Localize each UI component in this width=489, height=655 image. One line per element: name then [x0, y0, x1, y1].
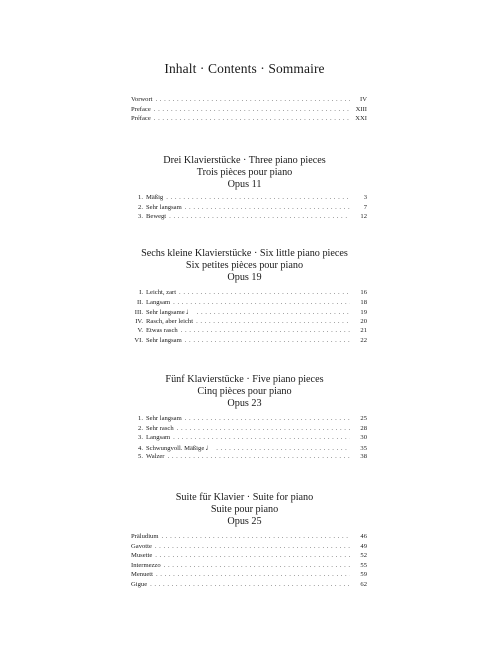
entry-title: Vorwort — [131, 96, 153, 103]
entry-number: III. — [134, 309, 143, 317]
front-matter-list — [131, 95, 367, 124]
toc-list-op23 — [131, 414, 367, 462]
entry-title: Musette — [131, 552, 153, 560]
entry-title: Sehr rasch — [146, 424, 174, 432]
entry-page: 25 — [360, 415, 367, 422]
dot-leader — [155, 542, 350, 552]
section-heading-op23 — [0, 374, 489, 410]
entry-page: 28 — [360, 424, 367, 432]
entry-number: 5. — [138, 453, 143, 461]
section-title: Suite für Klavier · Suite for piano — [175, 492, 314, 503]
entry-title: Preface — [131, 105, 151, 113]
section-subtitle: Cinq pièces pour piano — [197, 386, 292, 397]
entry-page: 7 — [363, 203, 367, 211]
dot-leader — [179, 288, 350, 298]
toc-entry[interactable] — [131, 298, 367, 308]
entry-number: IV. — [135, 317, 143, 325]
entry-number: 2. — [138, 203, 143, 211]
dot-leader — [155, 551, 350, 561]
entry-title: Mäßig — [146, 194, 164, 201]
section-opus: Opus 19 — [227, 272, 262, 283]
entry-page: 30 — [360, 434, 367, 442]
dot-leader — [173, 433, 350, 443]
entry-page: IV — [360, 96, 367, 103]
section-title: Fünf Klavierstücke · Five piano pieces — [165, 374, 324, 385]
entry-title: Walzer — [146, 453, 165, 461]
section-heading-op11 — [0, 155, 489, 191]
page-title: Inhalt · Contents · Sommaire — [164, 61, 325, 76]
entry-page: 49 — [360, 542, 367, 550]
entry-title: Bewegt — [146, 213, 167, 221]
section-heading-op25 — [0, 492, 489, 528]
toc-entry[interactable] — [131, 561, 367, 571]
toc-entry[interactable] — [131, 95, 367, 105]
quarter-note-icon: ♩ — [185, 307, 194, 317]
entry-number: 3. — [138, 434, 143, 442]
dot-leader — [185, 336, 350, 346]
toc-entry[interactable] — [131, 551, 367, 561]
entry-title: Etwas rasch — [146, 327, 178, 335]
entry-number: 1. — [138, 194, 143, 201]
toc-entry[interactable] — [131, 326, 367, 336]
toc-entry[interactable] — [131, 452, 367, 462]
entry-number: 2. — [138, 424, 143, 432]
section-subtitle: Suite pour piano — [210, 504, 279, 515]
entry-page: 22 — [360, 336, 367, 344]
toc-entry[interactable] — [131, 532, 367, 542]
quarter-note-icon: ♩ — [205, 442, 214, 452]
entry-title: Sehr langsam — [146, 415, 182, 422]
dot-leader — [173, 298, 350, 308]
toc-entry[interactable] — [131, 193, 367, 203]
entry-page: 16 — [360, 289, 367, 296]
entry-title: Gavotte — [131, 542, 152, 550]
entry-title: Rasch, aber leicht — [146, 317, 194, 325]
section-subtitle: Six petites pièces pour piano — [185, 260, 304, 271]
dot-leader — [156, 570, 350, 580]
dot-leader — [185, 203, 350, 213]
entry-number: 1. — [138, 415, 143, 422]
section-opus: Opus 11 — [227, 179, 262, 190]
entry-title: Menuett — [131, 571, 153, 579]
toc-entry[interactable] — [131, 580, 367, 590]
entry-title: Sehr langsam — [146, 203, 182, 211]
section-opus: Opus 23 — [227, 398, 262, 409]
toc-entry[interactable] — [131, 424, 367, 434]
toc-entry[interactable] — [131, 336, 367, 346]
entry-page: 35 — [360, 444, 367, 452]
entry-title: Sehr langsame — [146, 309, 185, 317]
entry-number: II. — [136, 298, 143, 306]
entry-page: 12 — [360, 213, 367, 221]
entry-title: Leicht, zart — [146, 289, 177, 296]
section-heading-op19 — [0, 248, 489, 284]
entry-title: Langsam — [146, 434, 171, 442]
entry-page: 20 — [360, 317, 367, 325]
entry-number: V. — [137, 327, 143, 335]
entry-page: 18 — [360, 298, 367, 306]
dot-leader — [169, 212, 350, 222]
section-title: Sechs kleine Klavierstücke · Six little piano pieces — [141, 248, 348, 259]
entry-title: Gigue — [131, 580, 148, 588]
dot-leader — [166, 193, 350, 203]
entry-title: Préface — [131, 115, 151, 123]
entry-page: 21 — [360, 327, 367, 335]
dot-leader — [154, 105, 350, 115]
entry-page: XXI — [355, 115, 367, 123]
toc-entry[interactable] — [131, 443, 367, 453]
toc-entry[interactable] — [131, 317, 367, 327]
toc-list-op19 — [131, 288, 367, 346]
entry-title: Langsam — [146, 298, 171, 306]
dot-leader — [154, 114, 350, 124]
dot-leader — [185, 414, 350, 424]
dot-leader — [181, 326, 350, 336]
toc-entry[interactable] — [131, 307, 367, 317]
entry-page: 59 — [360, 571, 367, 579]
entry-title: Intermezzo — [131, 561, 161, 569]
entry-page: XIII — [355, 105, 367, 113]
toc-list-op25 — [131, 532, 367, 590]
entry-number: VI. — [134, 336, 143, 344]
dot-leader — [177, 424, 350, 434]
toc-entry[interactable] — [131, 570, 367, 580]
entry-title: Sehr langsam — [146, 336, 182, 344]
entry-number: I. — [139, 289, 143, 296]
dot-leader — [156, 95, 351, 105]
dot-leader — [196, 317, 350, 327]
entry-page: 3 — [363, 194, 367, 201]
entry-page: 38 — [360, 453, 367, 461]
entry-number: 4. — [138, 444, 143, 452]
section-subtitle: Trois pièces pour piano — [196, 167, 293, 178]
toc-entry[interactable] — [131, 414, 367, 424]
entry-number: 3. — [138, 213, 143, 221]
entry-title: Schwungvoll. Mäßige — [146, 444, 205, 452]
dot-leader — [150, 580, 350, 590]
entry-page: 62 — [360, 580, 367, 588]
entry-page: 55 — [360, 561, 367, 569]
dot-leader — [168, 452, 350, 462]
toc-entry[interactable] — [131, 114, 367, 124]
entry-page: 46 — [360, 533, 367, 540]
entry-page: 52 — [360, 552, 367, 560]
entry-page: 19 — [360, 309, 367, 317]
toc-entry[interactable] — [131, 433, 367, 443]
toc-entry[interactable] — [131, 203, 367, 213]
section-title: Drei Klavierstücke · Three piano pieces — [163, 155, 326, 166]
dot-leader — [161, 532, 350, 542]
toc-entry[interactable] — [131, 212, 367, 222]
entry-title: Präludium — [131, 533, 159, 540]
toc-entry[interactable] — [131, 542, 367, 552]
toc-entry[interactable] — [131, 288, 367, 298]
section-opus: Opus 25 — [227, 516, 262, 527]
toc-entry[interactable] — [131, 105, 367, 115]
toc-list-op11 — [131, 193, 367, 222]
dot-leader — [164, 561, 350, 571]
